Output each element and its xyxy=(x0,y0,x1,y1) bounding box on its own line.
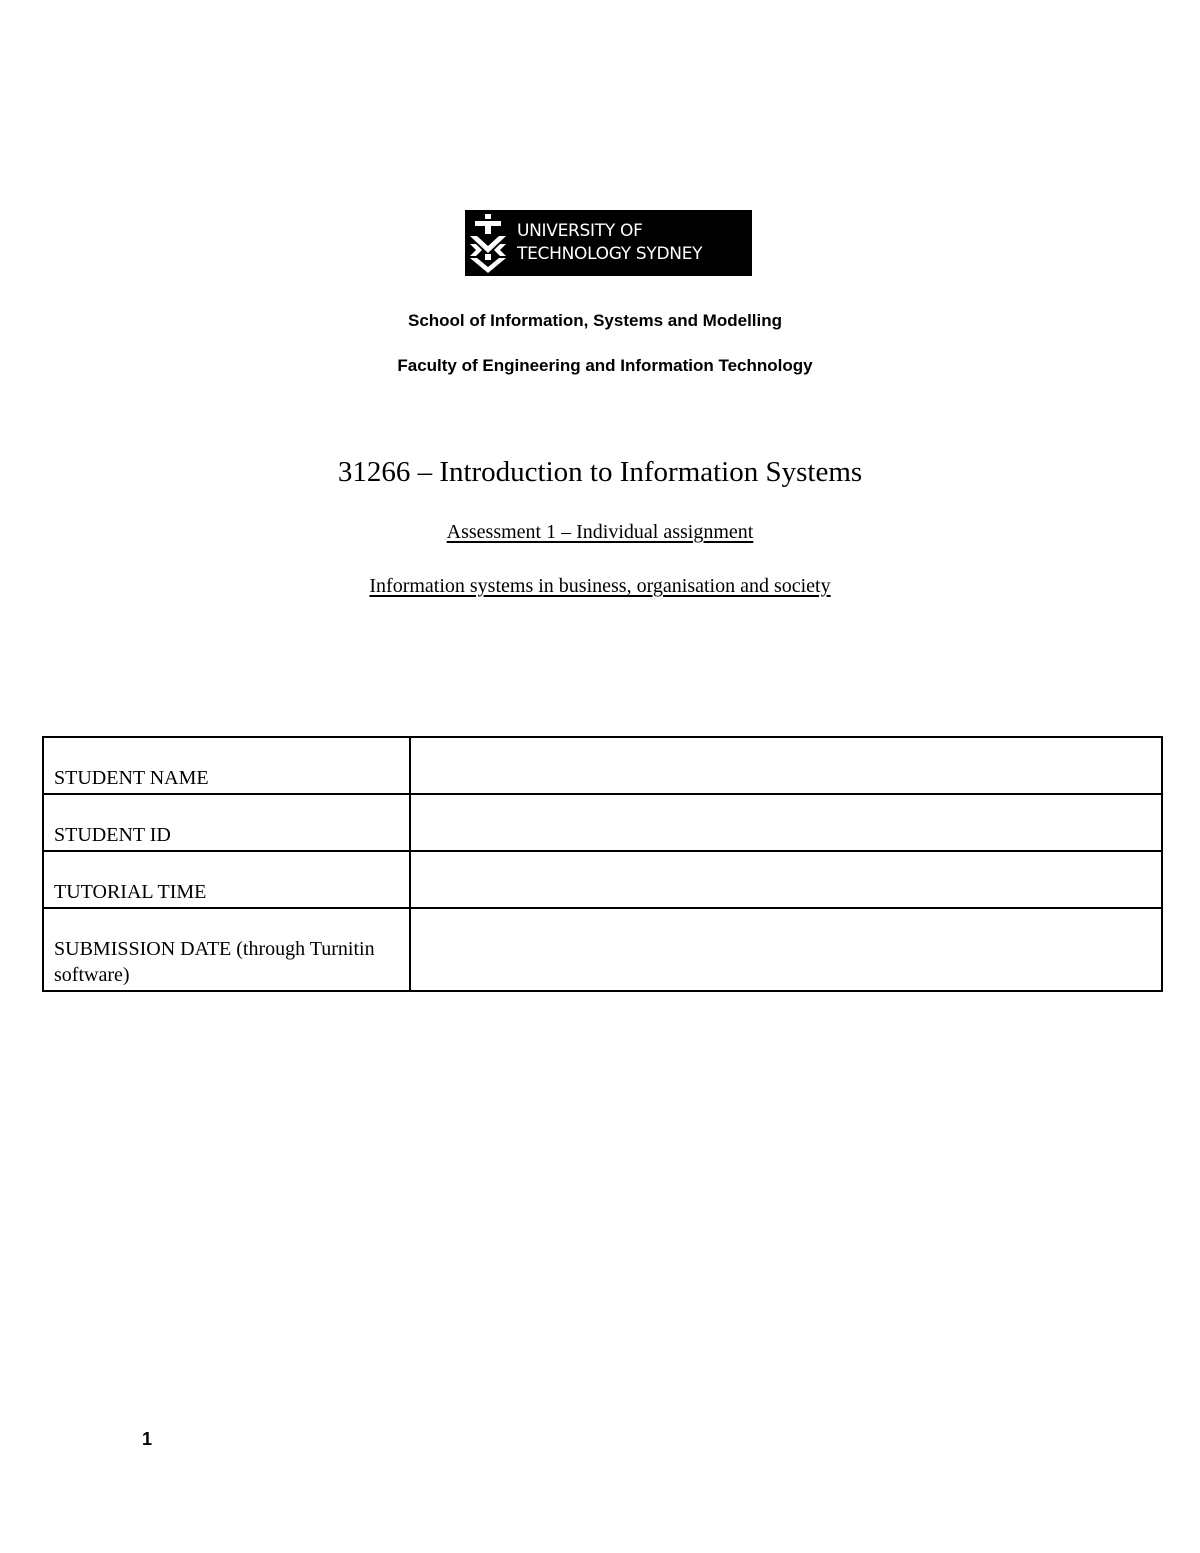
student-id-field[interactable] xyxy=(410,794,1162,851)
student-name-field[interactable] xyxy=(410,737,1162,794)
table-row xyxy=(43,794,1162,851)
uts-crest-icon xyxy=(467,212,509,274)
assessment-topic: Information systems in business, organisation and society xyxy=(369,575,831,597)
table-row xyxy=(43,908,1162,991)
course-title: 31266 – Introduction to Information Systems xyxy=(337,456,863,488)
student-name-label: STUDENT NAME xyxy=(43,737,410,794)
uts-logo xyxy=(465,210,752,276)
logo-line-1: UNIVERSITY OF xyxy=(517,221,643,241)
uts-wordmark xyxy=(517,220,702,266)
table-row xyxy=(43,737,1162,794)
student-id-label: STUDENT ID xyxy=(43,794,410,851)
page-number: 1 xyxy=(142,1429,153,1449)
logo-line-2: TECHNOLOGY SYDNEY xyxy=(517,244,703,264)
tutorial-time-field[interactable] xyxy=(410,851,1162,908)
table-row xyxy=(43,851,1162,908)
school-name: School of Information, Systems and Modelling xyxy=(407,311,783,330)
tutorial-time-label: TUTORIAL TIME xyxy=(43,851,410,908)
submission-date-field[interactable] xyxy=(410,908,1162,991)
assessment-title: Assessment 1 – Individual assignment xyxy=(446,521,754,543)
student-info-table xyxy=(42,736,1163,992)
submission-date-label: SUBMISSION DATE (through Turnitin software) xyxy=(43,908,410,991)
faculty-name: Faculty of Engineering and Information Technology xyxy=(397,356,813,375)
